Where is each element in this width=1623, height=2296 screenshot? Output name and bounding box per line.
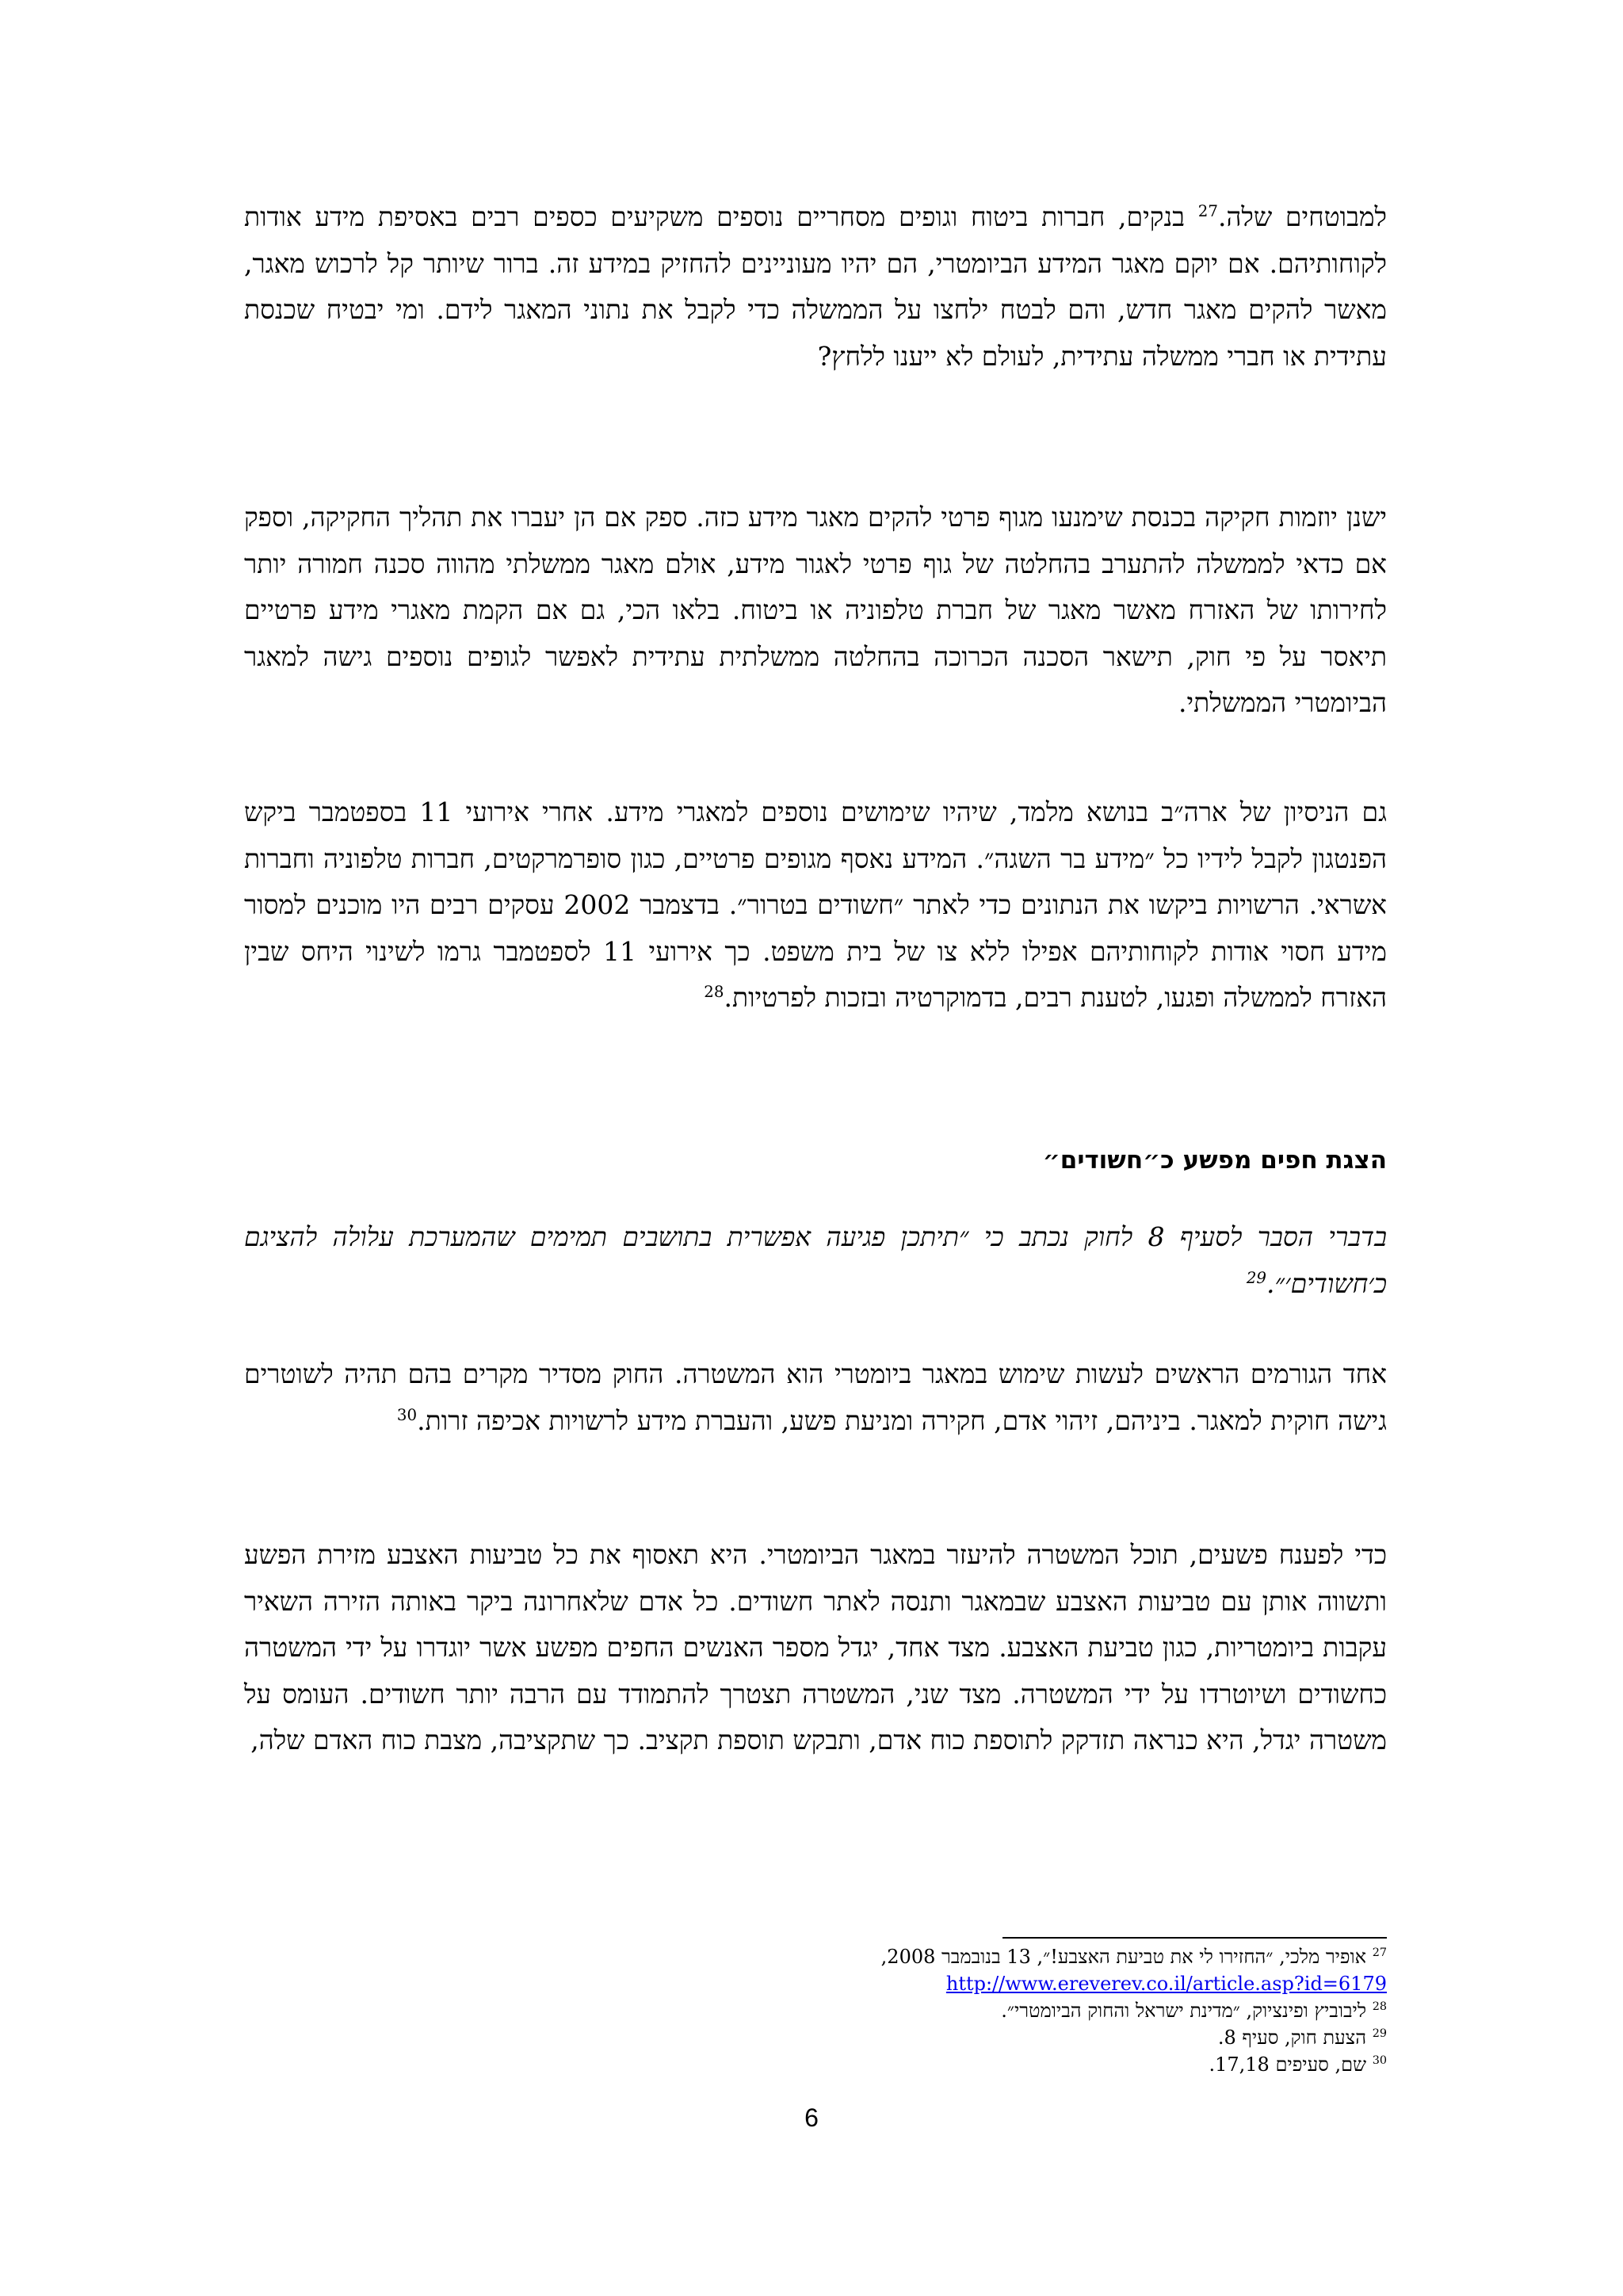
footnote-number: 28 xyxy=(1372,2000,1387,2013)
footnote-27-link-row xyxy=(777,1970,1387,1997)
footnote-28 xyxy=(777,1997,1387,2024)
footnote-text: ליבוביץ ופינציוק, ״מדינת ישראל והחוק הביומטרי״. xyxy=(1001,2000,1367,2022)
footnote-29 xyxy=(777,2024,1387,2051)
footnote-30 xyxy=(777,2051,1387,2078)
quote-text: בדברי הסבר לסעיף 8 לחוק נכתב כי ״תיתכן פגיעה אפשרית בתושבים תמימים שהמערכת עלולה להציגם כ׳חשודים׳״. xyxy=(244,1221,1387,1299)
paragraph-1 xyxy=(244,194,1387,380)
paragraph-1-lead: למבוטחים שלה. xyxy=(1217,201,1387,232)
paragraph-1-text: בנקים, חברות ביטוח וגופים מסחריים נוספים משקיעים כספים רבים באסיפת מידע אודות לקוחותיהם. אם יוקם מאגר המידע הביומטרי, הם יהיו מעוניינים להחזיק במידע זה. ברור שיותר קל לרכוש מאגר, מאשר להקים מאגר חדש, והם לבטח ילחצו על הממשלה כדי לקבל את נתוני המאגר לידם. ומי יבטיח שכנסת עתידית או חברי ממשלה עתידית, לעולם לא ייענו ללחץ? xyxy=(244,201,1387,372)
footnote-link[interactable]: http://www.ereverev.co.il/article.asp?id=6179 xyxy=(945,1973,1387,1995)
paragraph-4 xyxy=(244,1351,1387,1444)
footnote-number: 27 xyxy=(1372,1946,1387,1959)
paragraph-2-text: ישנן יוזמות חקיקה בכנסת שימנעו מגוף פרטי להקים מאגר מידע כזה. ספק אם הן יעברו את תהליך החקיקה, וספק אם כדאי לממשלה להתערב בהחלטה של גוף פרטי לאגור מידע, אולם מאגר ממשלתי מהווה סכנה חמורה יותר לחירותו של האזרח מאשר מאגר של חברת טלפוניה או ביטוח. בלאו הכי, גם אם הקמת מאגרי מידע פרטיים תיאסר על פי חוק, תישאר הסכנה הכרוכה בהחלטה ממשלתית עתידית לאפשר לגופים נוספים גישה למאגר הביומטרי הממשלתי. xyxy=(244,502,1387,718)
paragraph-3 xyxy=(244,789,1387,1022)
paragraph-5-text: כדי לפענח פשעים, תוכל המשטרה להיעזר במאגר הביומטרי. היא תאסוף את כל טביעות האצבע מזירת הפשע ותשווה אותן עם טביעות האצבע שבמאגר ותנסה לאתר חשודים. כל אדם שלאחרונה ביקר באותה הזירה השאיר עקבות ביומטריות, כגון טביעת האצבע. מצד אחד, יגדל מספר האנשים החפים מפשע אשר יוגדרו על ידי המשטרה כחשודים ושיוטרדו על ידי המשטרה. מצד שני, המשטרה תצטרך להתמודד עם הרבה יותר חשודים. העומס על משטרה יגדל, היא כנראה תזדקק לתוספת כוח אדם, ותבקש תוספת תקציב. כך שתקציבה, מצבת כוח האדם שלה, xyxy=(244,1539,1387,1755)
footnote-27 xyxy=(777,1943,1387,1970)
footnote-ref-30[interactable]: 30 xyxy=(396,1405,418,1424)
footnote-ref-28[interactable]: 28 xyxy=(704,983,724,1001)
footnote-number: 30 xyxy=(1372,2054,1387,2067)
paragraph-4-text: אחד הגורמים הראשים לעשות שימוש במאגר ביומטרי הוא המשטרה. החוק מסדיר מקרים בהם תהיה לשוטרים גישה חוקית למאגר. ביניהם, זיהוי אדם, חקירה ומניעת פשע, והעברת מידע לרשויות אכיפה זרות. xyxy=(244,1358,1387,1436)
paragraph-2 xyxy=(244,495,1387,727)
quote-paragraph xyxy=(244,1214,1387,1307)
section-heading: הצגת חפים מפשע כ״חשודים״ xyxy=(1042,1146,1387,1175)
footnote-number: 29 xyxy=(1372,2027,1387,2040)
footnote-text: אופיר מלכי, ״החזירו לי את טביעת האצבע!״, 13 בנובמבר 2008, xyxy=(880,1946,1367,1968)
footnote-ref-27[interactable]: 27 xyxy=(1197,202,1218,220)
footnote-text: הצעת חוק, סעיף 8. xyxy=(1217,2027,1367,2049)
paragraph-5 xyxy=(244,1532,1387,1764)
footnote-ref-29[interactable]: 29 xyxy=(1246,1268,1266,1287)
page-number: 6 xyxy=(804,2103,819,2132)
footnotes xyxy=(777,1943,1387,2078)
paragraph-3-text: גם הניסיון של ארה״ב בנושא מלמד, שיהיו שימושים נוספים למאגרי מידע. אחרי אירועי 11 בספטמבר ביקש הפנטגון לקבל לידיו כל ״מידע בר השגה״. המידע נאסף מגופים פרטיים, כגון סופרמרקטים, חברות טלפוניה וחברות אשראי. הרשויות ביקשו את הנתונים כדי לאתר ״חשודים בטרור״. בדצמבר 2002 עסקים רבים היו מוכנים למסור מידע חסוי אודות לקוחותיהם אפילו ללא צו של בית משפט. כך אירועי 11 לספטמבר גרמו לשינוי היחס שבין האזרח לממשלה ופגעו, לטענת רבים, בדמוקרטיה ובזכות לפרטיות. xyxy=(244,797,1387,1013)
footnote-text: שם, סעיפים 17,18. xyxy=(1209,2053,1367,2076)
footnote-separator xyxy=(1002,1937,1387,1939)
